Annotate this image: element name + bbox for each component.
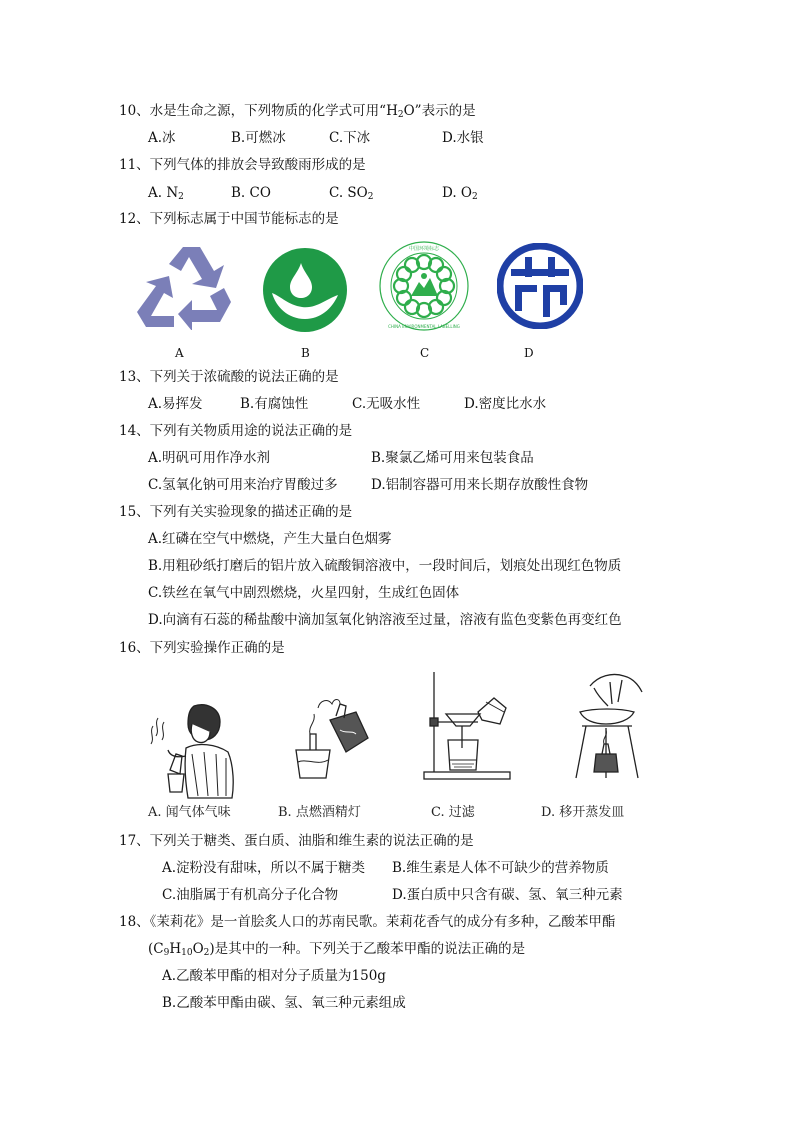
lighting-alcohol-lamp-illustration-icon [290, 690, 372, 786]
stem-part: 10、水是生命之源，下列物质的化学式可用“H [119, 103, 398, 119]
fig-caption-b: B. 点燃酒精灯 [278, 805, 361, 820]
formula-part: ) [209, 941, 215, 957]
question-13-stem: 13、下列关于浓硫酸的说法正确的是 [119, 369, 339, 385]
question-11-stem: 11、下列气体的排放会导致酸雨形成的是 [119, 157, 366, 173]
question-17-stem: 17、下列关于糖类、蛋白质、油脂和维生素的说法正确的是 [119, 833, 474, 849]
option-text: D. O [442, 185, 472, 201]
q17-option-b: B.维生素是人体不可缺少的营养物质 [392, 860, 609, 876]
logo-label-d: D [524, 346, 534, 360]
subscript: 2 [397, 110, 404, 120]
q14-option-b: B.聚氯乙烯可用来包装食品 [371, 450, 534, 466]
subscript: 2 [472, 192, 478, 202]
subscript: 2 [367, 192, 374, 202]
q15-option-b: B.用粗砂纸打磨后的铝片放入硫酸铜溶液中，一段时间后，划痕处出现红色物质 [148, 558, 622, 574]
environmental-label-logo-icon [378, 240, 470, 332]
seal-text: 中国环境标志 [408, 246, 440, 252]
q13-option-d: D.密度比水水 [464, 396, 547, 412]
logo-label-a: A [175, 346, 184, 360]
subscript: 9 [163, 948, 170, 958]
option-text: C. SO [329, 185, 368, 201]
question-16-stem: 16、下列实验操作正确的是 [119, 640, 285, 656]
subscript: 10 [181, 948, 193, 958]
question-18-stem-line-1: 18、《茉莉花》是一首脍炙人口的苏南民歌。茉莉花香气的成分有多种，乙酸苯甲酯 [119, 914, 616, 930]
option-text: A. N [148, 185, 179, 201]
q14-option-a: A.明矾可用作净水剂 [148, 450, 271, 466]
q15-option-a: A.红磷在空气中燃烧，产生大量白色烟雾 [148, 531, 392, 547]
ring-text: CHINA ENVIRONMENTAL LABELLING [388, 324, 460, 329]
filtration-illustration-icon [420, 668, 512, 782]
subscript: 2 [178, 192, 184, 202]
q11-option-b [231, 184, 271, 202]
q13-option-c: C.无吸水性 [352, 396, 421, 412]
recycle-logo-icon [134, 244, 232, 330]
logo-label-c: C [420, 346, 430, 360]
logo-label-b: B [301, 346, 310, 360]
question-15-stem: 15、下列有关实验现象的描述正确的是 [119, 504, 353, 520]
q14-option-d: D.铝制容器可用来长期存放酸性食物 [371, 477, 589, 493]
formula-part: O [192, 941, 204, 957]
q17-option-d: D.蛋白质中只含有碳、氢、氧三种元素 [392, 887, 623, 903]
q15-option-c: C.铁丝在氧气中剧烈燃烧，火星四射，生成红色固体 [148, 585, 460, 601]
option-text: B. CO [231, 185, 271, 201]
q11-option-d [442, 184, 478, 202]
q11-option-a [148, 184, 184, 202]
question-12-stem: 12、下列标志属于中国节能标志的是 [119, 211, 339, 227]
smell-gas-illustration-icon [146, 700, 240, 800]
q10-option-b: B.可燃冰 [231, 130, 286, 146]
q14-option-c: C.氢氧化钠可用来治疗胃酸过多 [148, 477, 338, 493]
removing-evaporating-dish-illustration-icon [564, 668, 650, 784]
q17-option-c: C.油脂属于有机高分子化合物 [162, 887, 339, 903]
q18-option-b: B.乙酸苯甲酯由碳、氢、氧三种元素组成 [162, 995, 406, 1011]
q10-option-a: A.冰 [148, 130, 176, 146]
question-10-stem [119, 102, 476, 120]
energy-saving-logo-icon [497, 243, 583, 329]
fig-caption-a: A. 闻气体气味 [148, 805, 231, 820]
question-14-stem: 14、下列有关物质用途的说法正确的是 [119, 423, 353, 439]
q18-option-a: A.乙酸苯甲酯的相对分子质量为150g [162, 968, 386, 984]
q10-option-d: D.水银 [442, 130, 484, 146]
q11-option-c [329, 184, 373, 202]
q13-option-b: B.有腐蚀性 [240, 396, 309, 412]
question-18-stem-line-2 [148, 940, 525, 958]
water-saving-logo-icon [262, 247, 348, 333]
stem-part: O”表示的是 [403, 103, 476, 119]
q17-option-a: A.淀粉没有甜味，所以不属于糖类 [162, 860, 366, 876]
fig-caption-d: D. 移开蒸发皿 [541, 805, 625, 820]
subscript: 2 [203, 948, 210, 958]
q10-option-c: C.下冰 [329, 130, 371, 146]
formula-part: (C [148, 941, 164, 957]
q13-option-a: A.易挥发 [148, 396, 203, 412]
fig-caption-c: C. 过滤 [431, 805, 475, 820]
q15-option-d: D.向滴有石蕊的稀盐酸中滴加氢氧化钠溶液至过量，溶液有监色变紫色再变红色 [148, 612, 622, 628]
formula-part: H [169, 941, 182, 957]
stem-part: 是其中的一种。下列关于乙酸苯甲酯的说法正确的是 [214, 941, 526, 957]
